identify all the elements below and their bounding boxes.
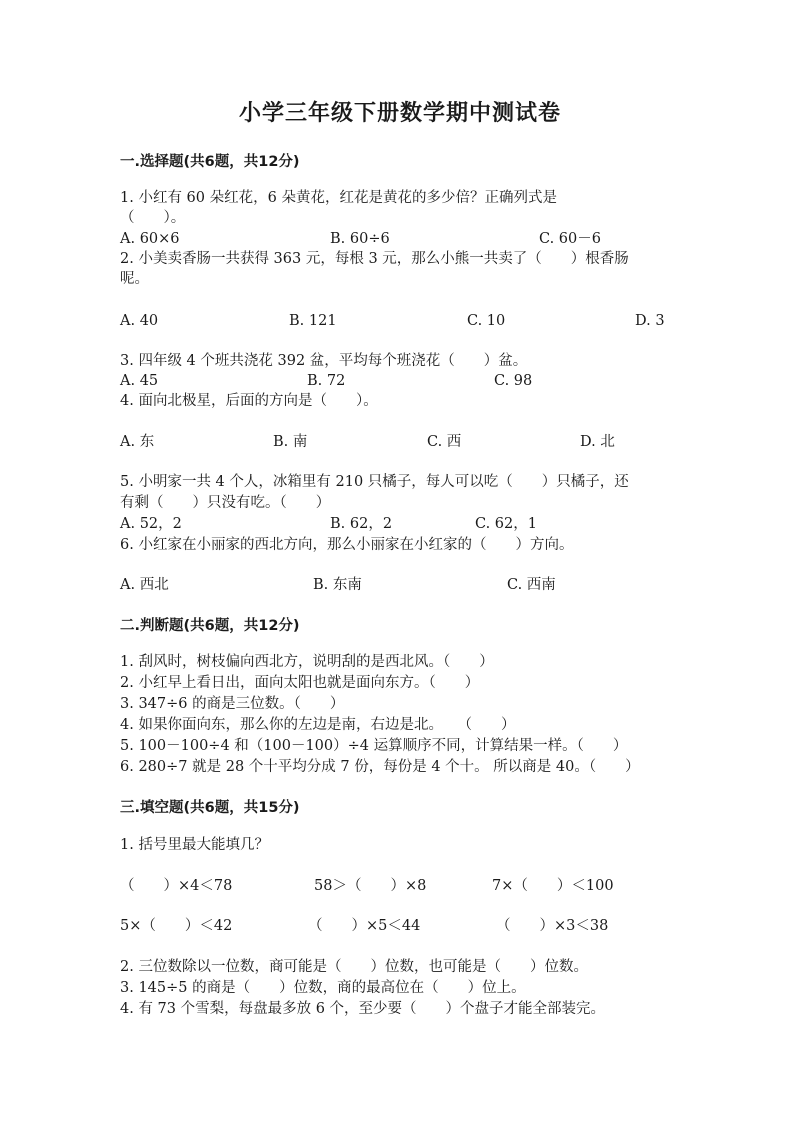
answer-option: C. 西南: [507, 577, 556, 593]
question-text: 3. 四年级 4 个班共浇花 392 盆，平均每个班浇花（ ）盆。: [120, 353, 528, 369]
section-heading-fill: 三.填空题(共6题，共15分): [120, 800, 300, 816]
question-text: 有剩（ ）只没有吃。（ ）: [120, 495, 331, 511]
fill-question: 4. 有 73 个雪梨，每盘最多放 6 个，至少要（ ）个盘子才能全部装完。: [120, 1001, 606, 1017]
answer-option: A. 东: [120, 434, 155, 450]
answer-option: C. 西: [427, 434, 462, 450]
fill-expression: （ ）×4＜78: [120, 878, 233, 894]
question-text: 1. 小红有 60 朵红花，6 朵黄花，红花是黄花的多少倍？正确列式是: [120, 190, 557, 206]
fill-expression: 5×（ ）＜42: [120, 918, 233, 934]
question-text: 2. 小美卖香肠一共获得 363 元，每根 3 元，那么小熊一共卖了（ ）根香肠: [120, 251, 629, 267]
question-text: 呢。: [120, 271, 149, 287]
judge-item: 4. 如果你面向东，那么你的左边是南，右边是北。 （ ）: [120, 717, 516, 733]
question-text: 6. 小红家在小丽家的西北方向，那么小丽家在小红家的（ ）方向。: [120, 537, 574, 553]
fill-expression: 58＞（ ）×8: [314, 878, 427, 894]
question-text: 4. 面向北极星，后面的方向是（ ）。: [120, 393, 378, 409]
fill-question: 2. 三位数除以一位数，商可能是（ ）位数，也可能是（ ）位数。: [120, 959, 588, 975]
fill-question: 3. 145÷5 的商是（ ）位数，商的最高位在（ ）位上。: [120, 980, 526, 996]
judge-item: 1. 刮风时，树枝偏向西北方，说明刮的是西北风。（ ）: [120, 654, 494, 670]
answer-option: D. 3: [635, 313, 665, 329]
question-text: （ ）。: [120, 210, 186, 226]
answer-option: C. 10: [467, 313, 506, 329]
answer-option: A. 60×6: [120, 231, 180, 247]
fill-expression: 7×（ ）＜100: [492, 878, 614, 894]
answer-option: C. 62，1: [475, 516, 537, 532]
answer-option: B. 121: [289, 313, 337, 329]
section-heading-judge: 二.判断题(共6题，共12分): [120, 618, 300, 634]
answer-option: B. 东南: [313, 577, 362, 593]
fill-question: 1. 括号里最大能填几？: [120, 837, 269, 853]
judge-item: 2. 小红早上看日出，面向太阳也就是面向东方。（ ）: [120, 675, 480, 691]
question-text: 5. 小明家一共 4 个人，冰箱里有 210 只橘子，每人可以吃（ ）只橘子，还: [120, 474, 629, 490]
page-title: 小学三年级下册数学期中测试卷: [238, 101, 561, 126]
answer-option: B. 62，2: [330, 516, 393, 532]
judge-item: 6. 280÷7 就是 28 个十平均分成 7 份，每份是 4 个十。 所以商是 40。（ ）: [120, 759, 640, 775]
answer-option: B. 南: [273, 434, 308, 450]
answer-option: C. 98: [494, 373, 533, 389]
judge-item: 5. 100－100÷4 和（100－100）÷4 运算顺序不同，计算结果一样。（ ）: [120, 738, 628, 754]
answer-option: A. 40: [120, 313, 159, 329]
answer-option: A. 西北: [120, 577, 169, 593]
section-heading-choice: 一.选择题(共6题，共12分): [120, 154, 300, 170]
answer-option: B. 72: [307, 373, 346, 389]
judge-item: 3. 347÷6 的商是三位数。（ ）: [120, 696, 345, 712]
answer-option: B. 60÷6: [330, 231, 390, 247]
fill-expression: （ ）×5＜44: [308, 918, 421, 934]
answer-option: C. 60－6: [539, 231, 601, 247]
answer-option: D. 北: [580, 434, 615, 450]
fill-expression: （ ）×3＜38: [496, 918, 609, 934]
answer-option: A. 45: [120, 373, 159, 389]
answer-option: A. 52，2: [120, 516, 182, 532]
